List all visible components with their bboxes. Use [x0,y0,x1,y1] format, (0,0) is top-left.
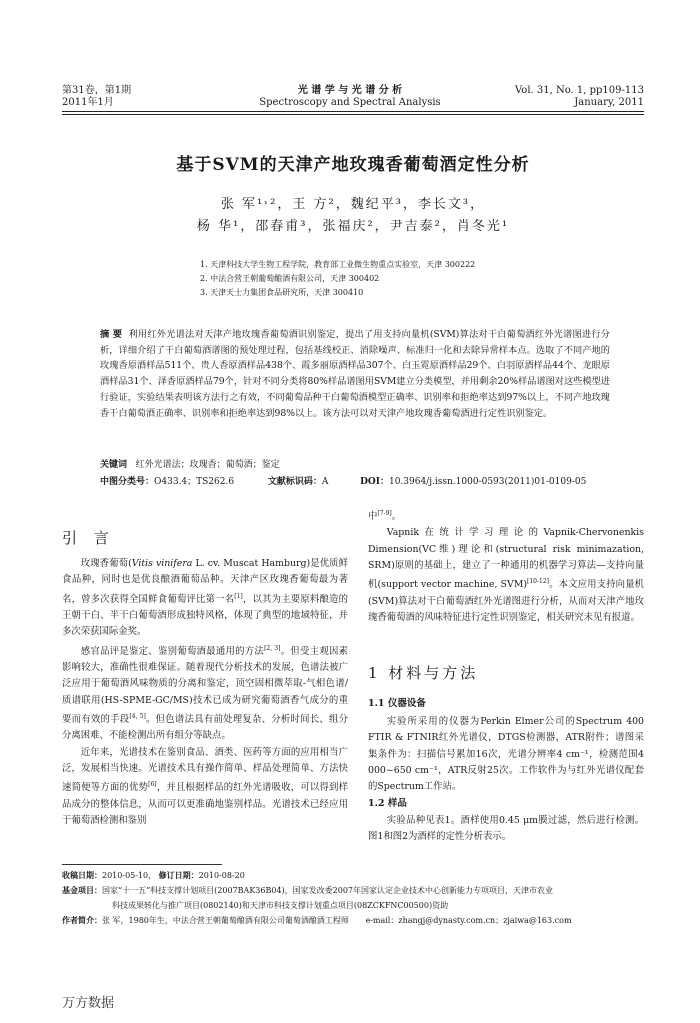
intro-paragraph-1 [62,556,348,641]
intro-p3-end: ，并且根据样品的红外光谱吸收，可以得到样品成分的整体信息，从而可以更准确地鉴别样品。光谱技术已经应用于葡萄酒检测和鉴别 [62,782,348,826]
fund-line [62,883,650,898]
intro-p2: 感官品评是鉴定、鉴别葡萄酒最通用的方法 [80,645,265,657]
intro-paragraph-3 [62,745,348,830]
affiliations [200,258,475,300]
authors-line-2: 杨 华¹，邵春甫³，张福庆²，尹吉泰²，肖冬光¹ [196,219,510,234]
intro-p1-post: L. cv. Muscat Hamburg)是优质鲜食品种，同时也是优良酿酒葡萄品种。天津产区玫瑰香葡萄最为著名，曾多次获得全国鲜食葡萄评比第一名 [62,558,348,605]
author-email: e-mail：zhangj@dynasty.com.cn；zjaiwa@163.com [365,916,572,925]
doi-label: DOI： [360,477,389,487]
ref-7-9: [7-9] [377,510,392,517]
continuation-text: 中 [368,511,378,523]
footnotes [62,868,650,928]
dates-line [62,868,650,883]
fund-label: 基金项目： [62,885,102,895]
volume-en: Vol. 31, No. 1, pp109-113 [515,85,644,96]
clc-value: O433.4；TS262.6 [154,477,235,487]
right-column-top [368,506,644,626]
section-heading-materials: 1 材料与方法 [368,664,479,682]
volume-cn: 第31卷，第1期 [62,85,132,96]
intro-paragraph-2 [62,641,348,745]
received-date: 2010-05-10， [102,871,157,880]
affiliation-1: 1. 天津科技大学生物工程学院，教育部工业微生物重点实验室，天津 300222 [200,260,476,269]
continuation-end: 。 [391,511,402,523]
received-label: 收稿日期： [62,870,102,880]
header-journal [200,85,500,109]
fund-text-1: 国家“十一五”科技支撑计划项目(2007BAK36B04)，国家发改委2007年国家认定企业技术中心创新能力专项项目，天津市农业 [102,886,554,895]
intro-p1-latin: Vitis vinifera [131,558,193,569]
doi-value: 10.3964/j.issn.1000-0593(2011)01-0109-05 [388,477,587,487]
header-rule-thin [62,114,644,115]
paper-title: 基于SVM的天津产地玫瑰香葡萄酒定性分析 [176,155,530,175]
authors-line-1: 张 军¹˒²，王 方²，魏纪平³，李长文³， [220,197,486,212]
revised-label: 修订日期： [158,870,199,880]
keywords [100,458,620,472]
instruments-text: 实验所采用的仪器为Perkin Elmer公司的Spectrum 400 FTIR & FTNIR红外光谱仪，DTGS检测器，ATR附件；谱图采集条件为：扫描信号累加16次，光谱分辨率4 cm⁻¹，检测范围4 000~650 cm⁻¹，ATR反射25次。工作软件为与红外光谱仪配套的Spectrum工作站。 [368,716,644,793]
intro-heading: 引 言 [62,529,115,547]
doc-code-label: 文献标识码： [267,477,322,487]
svm-paragraph [368,525,644,626]
source-watermark: 万方数据 [62,996,115,1011]
journal-name-en: Spectroscopy and Spectral Analysis [259,97,441,108]
ref-6: [6] [148,781,157,789]
keywords-label: 关键词 [100,460,128,470]
revised-date: 2010-08-20 [198,871,245,880]
affiliation-3: 3. 天津天士力集团食品研究所，天津 300410 [200,288,364,297]
intro-p1-end: ，以其为主要原料酿造的王朝干白、半干白葡萄酒形成独特风格，体现了典型的地域特征，并多次荣获国际金奖。 [62,593,348,638]
author-bio [62,913,650,928]
fund-line-2: 科技成果转化与推广项目(0802140)和天津市科技支撑计划重点项目(08ZCKFNC00500)资助 [112,901,449,910]
continuation [368,506,644,525]
subsection-samples: 1.2 样品 [368,798,407,809]
keywords-text: 红外光谱法；玫瑰香；葡萄酒；鉴定 [135,460,280,470]
header-volume [62,85,131,109]
intro-p2-end: 。但受主观因素影响较大，准确性很难保证。随着现代分析技术的发展，色谱法被广泛应用于葡萄酒风味物质的分离和鉴定，顶空固相微萃取-气相色谱/质谱联用(HS-SPME-GC/MS)技术已成为研究葡萄酒香气成分的重要而有效的手段 [62,645,348,726]
clc-label: 中图分类号： [100,477,155,487]
doc-code-value: A [321,477,329,487]
svm-text: Vapnik在统计学习理论的Vapnik-Chervonenkis Dimension(VC维)理论和(structural risk minimazation, SRM)原则的基础上，建立了一种通用的机器学习算法—支持向量机(support vector machine, SVM) [368,527,644,591]
samples-text: 实验品种见表1。酒样使用0.45 μm膜过滤，然后进行检测。图1和图2为酒样的定性分析表示。 [368,815,644,843]
classification [100,475,620,489]
ref-10-12: [10-12] [527,578,549,586]
intro-p1-pre: 玫瑰香葡萄( [80,558,132,569]
footnote-rule [62,864,222,865]
affiliation-2: 2. 中法合营王朝葡萄酿酒有限公司，天津 300402 [200,274,380,283]
instruments-body [368,714,644,795]
author-bio-label: 作者简介： [62,915,102,925]
samples-body [368,813,644,846]
intro-p2-end2: 。但色谱法具有前处理复杂、分析时间长、组分分离困难、不能检测出所有组分等缺点。 [62,714,348,742]
ref-4-5: [4, 5] [129,712,146,720]
intro-body [62,556,348,829]
subsection-instruments: 1.1 仪器设备 [368,698,426,709]
ref-1: [1] [234,592,243,600]
date-en: January, 2011 [574,97,644,108]
abstract-text: 利用红外光谱法对天津产地玫瑰香葡萄酒识别鉴定，提出了用支持向量机(SVM)算法对干白葡萄酒红外光谱图进行分析，详细介绍了干白葡萄酒谱图的预处理过程，包括基线校正、消除噪声、标准归一化和去除异常样本点。选取了不同产地的玫瑰香原酒样品511个、贵人香原酒样品438个、霞多丽原酒样品307个、白玉霓原酒样品29个、白羽原酒样品44个、龙眼原酒样品31个、泽香原酒样品79个，针对不同分类将80%样品谱图用SVM建立分类模型，并用剩余20%样品谱图对这些模型进行验证，实验结果表明该方法行之有效，不同葡萄品种干白葡萄酒模型正确率、识别率和拒绝率达到97%以上，不同产地玫瑰香干白葡萄酒正确率、识别率和拒绝率达到98%以上。该方法可以对天津产地玫瑰香葡萄酒进行定性识别鉴定。 [100,329,610,419]
header-rule [62,111,644,112]
svm-text-end: 。本文应用支持向量机(SVM)算法对干白葡萄酒红外光谱图进行分析，从而对天津产地玫瑰香葡萄酒的风味特征进行定性识别鉴定，相关研究未见有报道。 [368,579,644,624]
ref-2-3: [2, 3] [264,644,281,652]
intro-p3: 近年来，光谱技术在鉴别食品、酒类、医药等方面的应用相当广泛，发展相当快速。光谱技术具有操作简单、样品处理简单、方法快速简便等方面的优势 [62,746,348,794]
abstract [100,327,610,421]
header-issue [515,85,644,109]
abstract-label: 摘 要 [100,329,123,340]
date-cn: 2011年1月 [62,97,114,108]
journal-name-cn: 光 谱 学 与 光 谱 分 析 [297,85,403,96]
author-bio-text: 张 军，1980年生，中法合营王朝葡萄酿酒有限公司葡萄酒酿酒工程师 [102,916,349,925]
